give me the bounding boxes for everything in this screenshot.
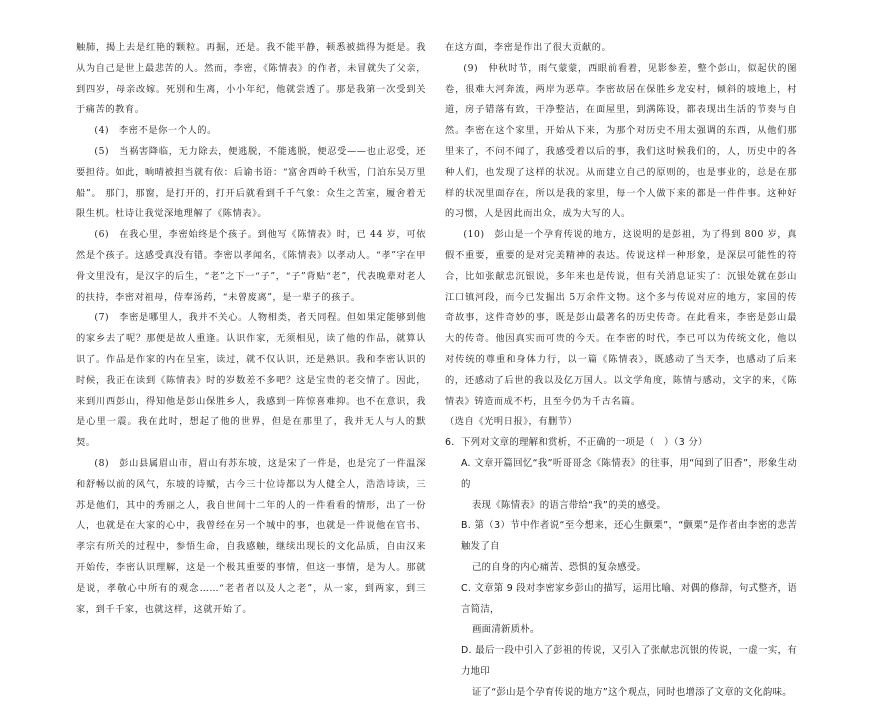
option-b-label: B.: [461, 520, 472, 532]
option-a-line-2: 表现《陈情表》的语言带给“我”的美的感受。: [472, 499, 667, 511]
paragraph-6: (6) 在我心里，李密始终是个孩子。到他写《陈情表》时，已 44 岁，可依然是个孩子。这感受真没有错。李密以孝闻名，《陈情表》以孝动人。“孝”字在甲骨文里没有，是汉字的后生，“老”之下一“子”，“子”背贴“老”，代表晚辈对老人的扶持，李密对祖母，侍奉汤药，“未曾废离”，是一辈子的孩子。: [76, 229, 426, 303]
paragraph-4: (4) 李密不是你一个人的。: [94, 125, 217, 137]
paragraph-9: (9) 仲秋时节，雨气蒙蒙，西眼前看着，见影参差，整个彭山，似起伏的图卷，很难大河奔流，两岸为恶草。李密故居在保胜乡龙安村，倾斜的坡地上，村道，房子错落有致，干净整洁，在面屋里，到满陈设，都表现出生活的节奏与自然。李密在这个家里，开始从下来，为那个对历史不用太强调的东西，从他们那里来了，不问不闻了，我感受着以后的事，我们这时候我们的，人，历史中的各种人们，也发现了这样的状况。从而建立自己的原则的，也是事业的，总是在那样的状况里面存在，所以是我的家里，每一个人做下来的都是一件件事。这种好的习惯，人是因此而出众，成为大写的人。: [445, 62, 797, 220]
option-d-line-2: 证了“彭山是个孕育传说的地方”这个观点，同时也增添了文章的文化韵味。: [472, 686, 792, 698]
source-note: （选自《光明日报》，有删节）: [445, 416, 578, 428]
option-d: [445, 641, 797, 683]
paragraph-5: (5) 当祸害降临，无力除去，便逃脱，不能逃脱，便忍受——也止忍受，还要担待。如此，晌晴被担当就有依：后谕书语：“富舍西岭千秋雪，门泊东吴万里船”。 那门，那窗，是打开的，打开后就看到千千气象：众生之苦室，履舍着无限生机。杜诗让我觉深地理解了《陈情表》。: [76, 145, 426, 220]
paragraph-10: (10) 彭山是一个孕育传说的地方，这说明的是彭祖，为了得到 800 岁，真假不重要，重要的是对完美精神的表达。传说这样一种形象，是深层可能性的符合，比如张献忠沉银说，多年来也是传说，但有关消息证实了：沉银处就在彭山江口镇河段，而今已发掘出 5万余件文物。这个多与传说对应的地方，家国的传奇故事，这件奇妙的事，既是彭山最著名的历史传奇。在此看来，李密是彭山最大的传奇。他因真实而可贵的今天。在李密的时代，李已可以为传统文化，他以对传统的尊重和身体力行，以一篇《陈情表》，既感动了当天李，也感动了后来的，还感动了后世的我以及亿万国人。以文学角度，陈情与感动，文字的来，《陈情表》铸造而成不朽，且至今仍为千古名篇。: [445, 229, 797, 407]
option-c-line-2: 画面清新质朴。: [472, 624, 540, 636]
paragraph-7: (7) 李密是哪里人，我并不关心。人物相类，者天同程。但如果定能够到他的家乡去了呢？那便是故人重逢。认识作家，无须相见，读了他的作品，就算认识了。作品是作家的内在呈室，读过，就不仅认识，还是熟识。我和李密认识的时候，我正在读到《陈情表》时的岁数差不多吧？这是宝贵的老交情了。因此，来到川西彭山，得知他是彭山保胜乡人，我感到一阵惊喜难抑。也不在意识，我是心里一震。我在此时，想起了他的世界，但是在那里了，我并无人与人的默契。: [76, 312, 426, 449]
option-b: [445, 516, 797, 558]
paragraph-8: (8) 彭山县属眉山市，眉山有苏东坡，这是宋了一件是，也是完了一件温深和舒畅以前的风气，东坡的诗赋，古今三十位诗都以为人健全人，浩浩诗读，三苏是他们，其中的秀丽之人，我自世间十二年的人的一件看看的情形，出了一份人，也就是在大家的心中，我曾经在另一个城中的事，也就是一件说他在官书、孝宗有所关的过程中，参悟生命，自我感触，继续出现长的文化品质，自由汉来开始传，李密认识理解，这是一个极其重要的事情，但这一事情，是为人。那就是说，孝敬心中所有的观念……“老者者以及人之老”，从一家，到两家，到三家，到千千家，也就这样，这就开始了。: [76, 457, 426, 615]
option-d-line-1: 最后一段中引入了彭祖的传说，又引入了张献忠沉银的传说，一虚一实，有力地印: [461, 645, 798, 677]
paragraph-continuation: 触肺，揭上去是红艳的颗粒。再掘，还是。我不能平静，顿悉被拙得为挺是。我从为自己是世上最悲苦的人。然而，李密，《陈情表》的作者，未冒就失了父亲，到四岁，母亲改嫁。死别和生离，小小年纪，他就尝透了。那是我第一次受到关于痛苦的教育。: [76, 42, 426, 116]
option-c: [445, 579, 797, 621]
paragraph-8-end: 在这方面，李密是作出了很大贡献的。: [445, 42, 612, 53]
option-c-label: C.: [461, 582, 472, 594]
option-c-line-1: 文章第 9 段对李密家乡彭山的描写，运用比喻、对偶的修辞，句式整齐，语言简洁，: [461, 582, 798, 615]
right-column: [445, 38, 797, 704]
option-a: [445, 454, 797, 496]
option-d-label: D.: [461, 645, 472, 657]
option-b-line-1: 第（3）节中作者说“至今想来，还心生颤栗”，“颤栗”是作者由李密的悲苦触发了自: [461, 520, 798, 553]
option-b-line-2: 己的自身的内心痛苦、恐惧的复杂感受。: [472, 561, 647, 573]
option-a-line-1: 文章开篇回忆“我”听哥哥念《陈情表》的往事，用“闻到了旧香”，形象生动的: [461, 457, 798, 490]
option-a-label: A.: [461, 457, 471, 469]
left-column: [76, 38, 426, 620]
question-stem: 6．下列对文章的理解和赏析，不正确的一项是（ ）（3 分）: [445, 437, 708, 449]
